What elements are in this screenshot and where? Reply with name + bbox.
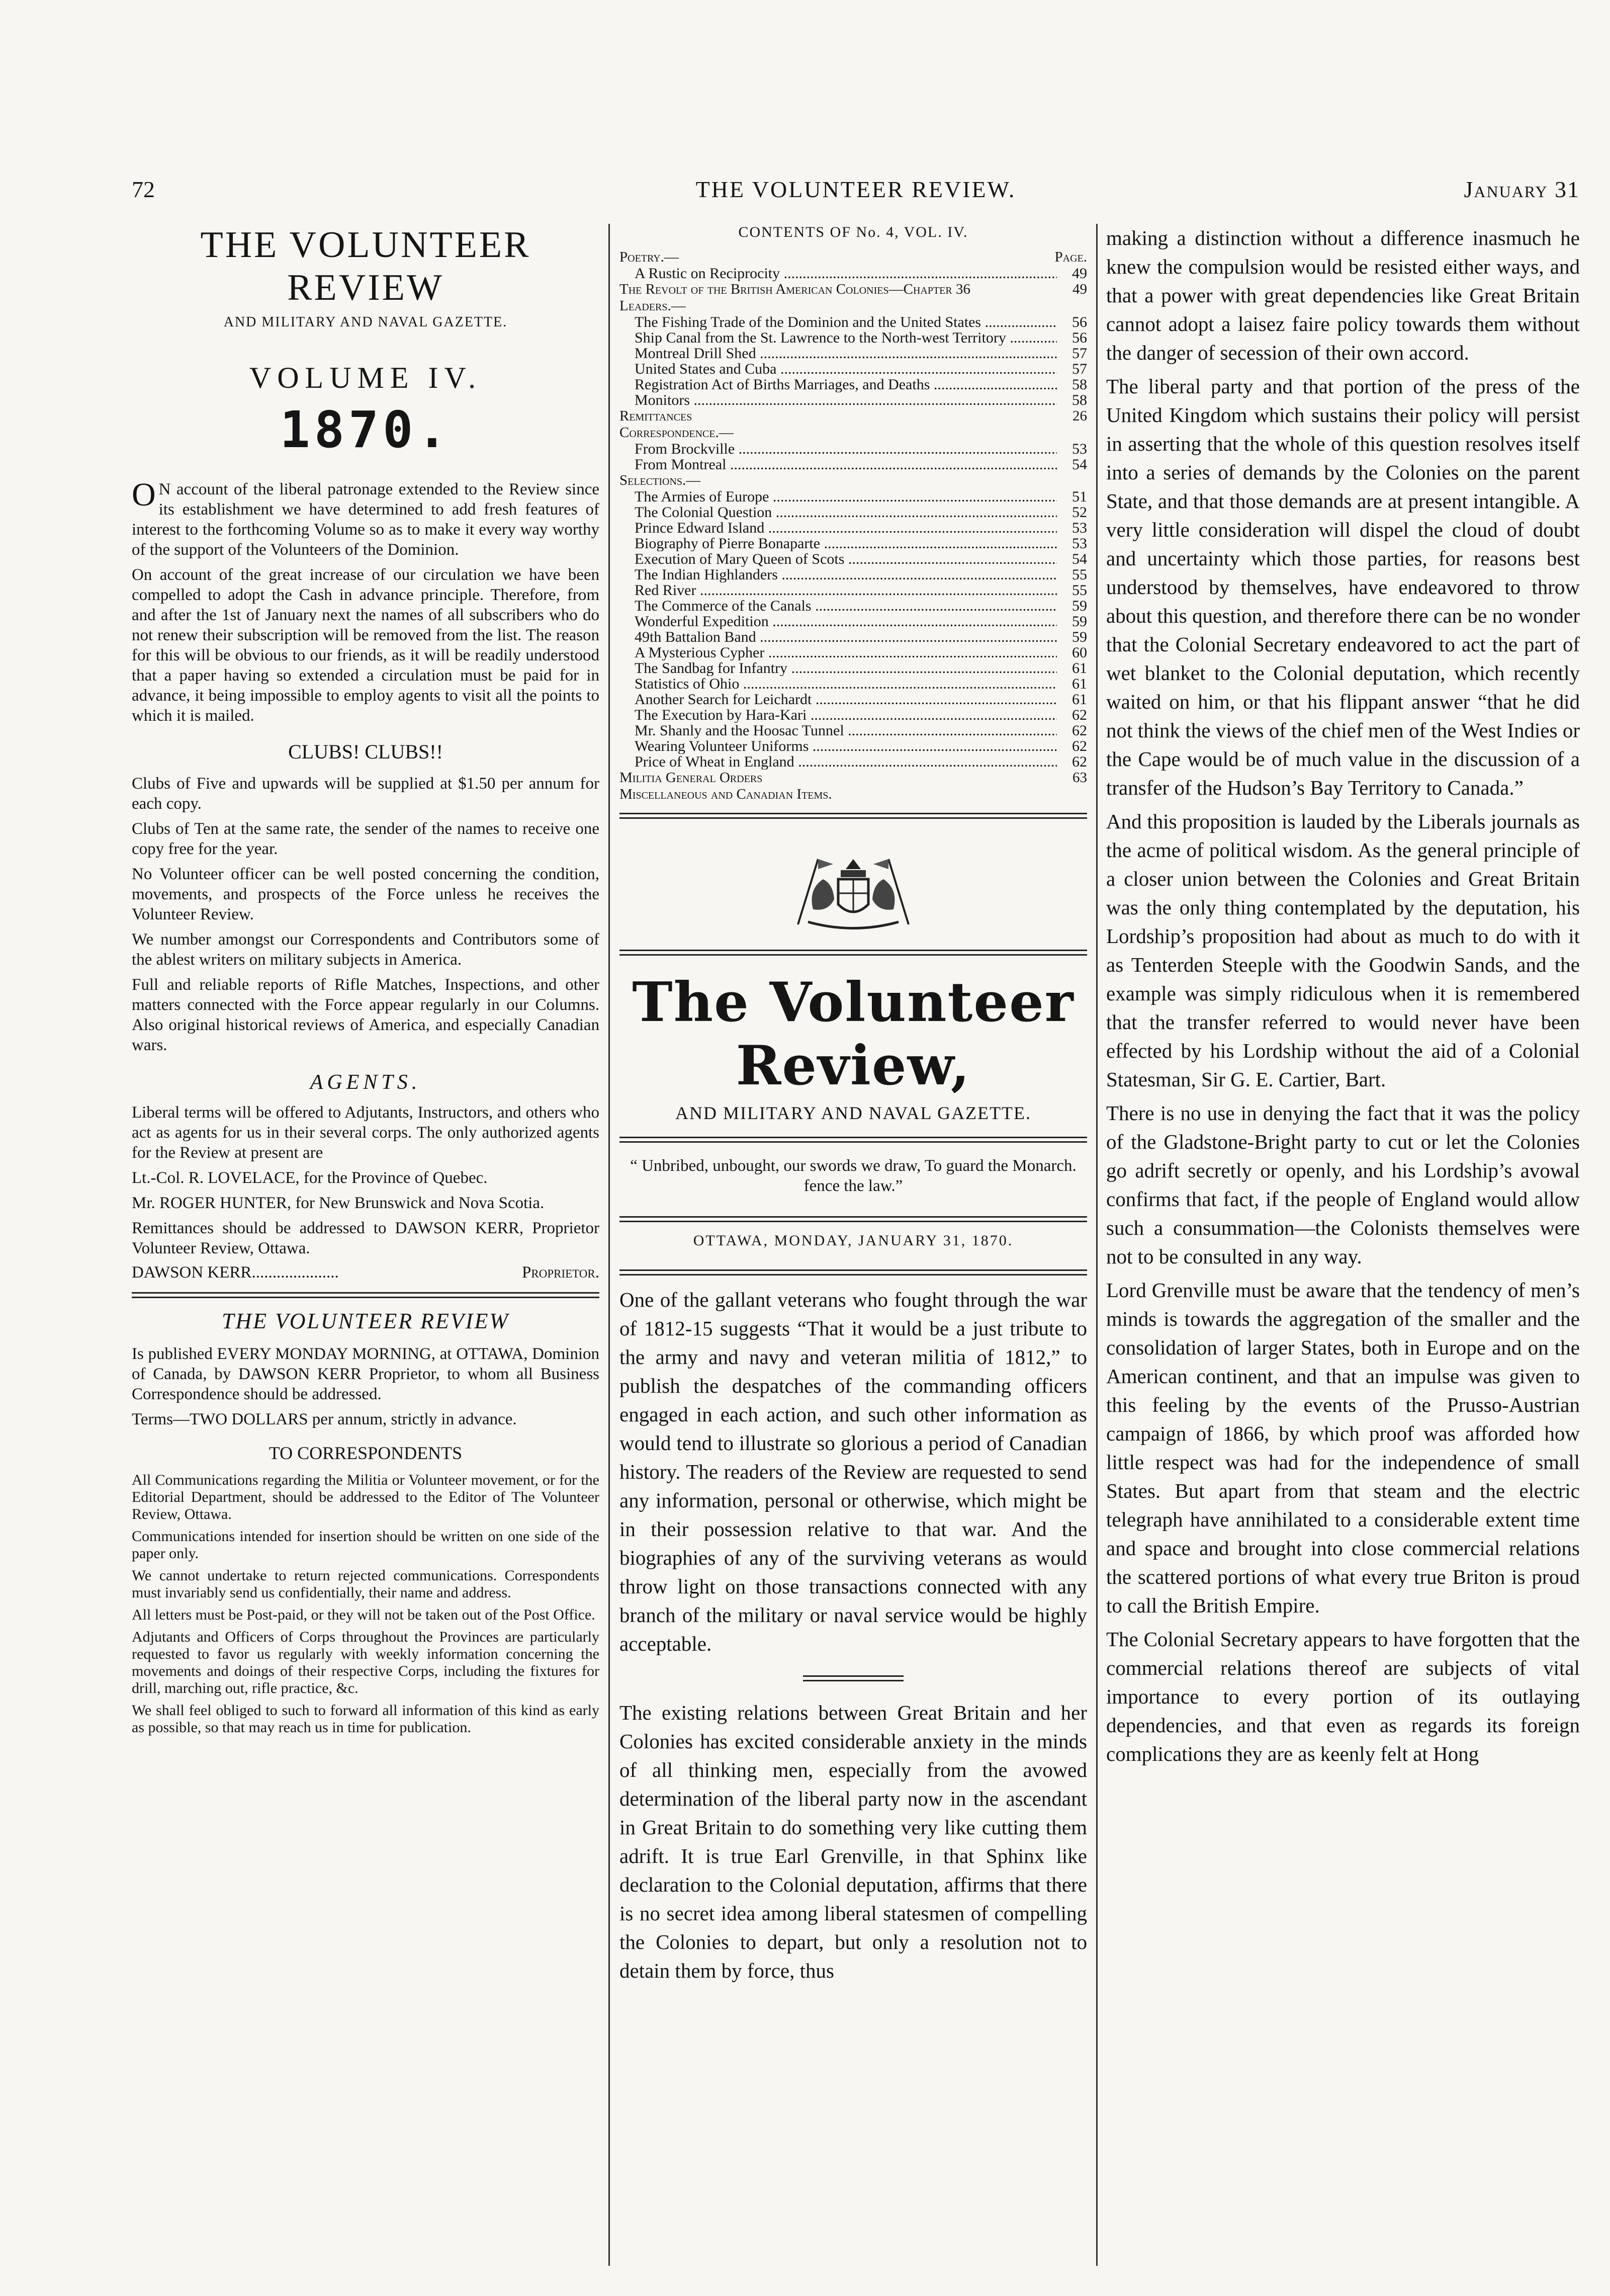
contents-section-title: Correspondence.—	[619, 424, 734, 441]
agents-heading: AGENTS.	[310, 1071, 421, 1094]
double-rule	[132, 1292, 599, 1298]
contents-entry-page: 56	[1072, 329, 1087, 346]
correspondents-note: Adjutants and Officers of Corps throughout the Provinces are particularly requested to favor us regularly with weekly information concerning the movements and doings of their respective Corps, including the fixtures for drill, marching out, rifle practice, &c.	[132, 1629, 599, 1696]
contents-entry-title: Prince Edward Island .....	[635, 520, 1057, 536]
contents-section-title: Leaders.—	[619, 298, 686, 314]
contents-entry-title: United States and Cuba .....	[635, 361, 1057, 377]
reports-paragraph: Full and reliable reports of Rifle Matches, Inspections, and other matters connected with the Force appear regularly in our Columns. Also original historical reviews of America, and especially Canadian wars.	[132, 976, 599, 1054]
correspondents-note: All letters must be Post-paid, or they will not be taken out of the Post Office.	[132, 1606, 595, 1623]
agents-terms: Liberal terms will be offered to Adjutants, Instructors, and others who act as agents for us in their several corps. The only authorized agents for the Review at present are	[132, 1103, 599, 1162]
officer-paragraph: No Volunteer officer can be well posted concerning the condition, movements, and prospects of the Force unless he receives the Volunteer Review.	[132, 865, 599, 923]
contents-entry-title: Statistics of Ohio .....	[635, 676, 1057, 692]
contents-entry	[619, 330, 1087, 346]
remittances-paragraph: Remittances should be addressed to DAWSON KERR, Proprietor Volunteer Review, Ottawa.	[132, 1219, 599, 1257]
running-title: THE VOLUNTEER REVIEW.	[695, 177, 1016, 202]
right-column	[1106, 224, 1580, 2276]
clubs-five: Clubs of Five and upwards will be supplied at $1.50 per annum for each copy.	[132, 775, 599, 813]
correspondents-notes	[132, 1472, 599, 1736]
editorial-subtitle: AND MILITARY AND NAVAL GAZETTE.	[675, 1103, 1032, 1123]
veterans-paragraph: One of the gallant veterans who fought through the war of 1812-15 suggests “That it would be a just tribute to the army and navy and veteran militia of 1812,” to publish the despatches of the commanding officers engaged in each action, and such other information as would tend to illustrate so glorious a period of Canadian history. The readers of the Review are requested to send any information, personal or otherwise, which might be in their possession relative to that war. And the biographies of any of the surviving veterans as would throw light on those transactions connected with any branch of the military or naval service would be highly acceptable.	[619, 1288, 1087, 1655]
contents-entry	[619, 536, 1087, 551]
intro-paragraph: ON account of the liberal patronage extended to the Review since its establishment we have determined to add fresh features of interest to the forthcoming Volume so as to make it every way worthy of the support of the Volunteers of the Dominion.	[132, 476, 599, 559]
article-paragraph: There is no use in denying the fact that it was the policy of the Gladstone-Bright party to cut or let the Colonies go adrift secretly or openly, and his Lordship’s avowal confirms that fact, if the people of England would allow such a consummation—the Colonists themselves were not to be consulted in any way.	[1106, 1101, 1580, 1268]
contents-entry	[619, 377, 1087, 392]
contents-entry-page: 62	[1072, 707, 1087, 723]
contents-entry	[619, 361, 1087, 377]
contents-entry-page: 59	[1072, 629, 1087, 645]
contents-section-title: The Revolt of the British American Colonies—Chapter 36	[619, 281, 970, 297]
contents-section	[619, 298, 1087, 314]
contents-entry-page: 58	[1072, 376, 1087, 393]
correspondents-note: We cannot undertake to return rejected communications. Correspondents must invariably send us confidentially, their name and address.	[132, 1567, 599, 1601]
double-rule	[619, 1269, 1087, 1275]
contents-section-title: Militia General Orders	[619, 770, 763, 786]
contents-entry-page: 57	[1072, 345, 1087, 362]
article-paragraph: making a distinction without a difference inasmuch he knew the compulsion would be resisted either ways, and that a power with great dependencies like Great Britain cannot adopt a laisez faire policy towards them without the danger of secession of their own accord.	[1106, 226, 1580, 364]
contents-entry-title: The Fishing Trade of the Dominion and the United States .....	[635, 314, 1057, 330]
contents-entry-page: 54	[1072, 551, 1087, 567]
contents-entry-title: 49th Battalion Band .....	[635, 629, 1057, 645]
column-rule	[1096, 224, 1098, 2266]
correspondents-note: All Communications regarding the Militia or Volunteer movement, or for the Editorial Department, should be addressed to the Editor of The Volunteer Review, Ottawa.	[132, 1472, 599, 1522]
contents-entry-title: The Indian Highlanders .....	[635, 567, 1057, 582]
contents-entry-page: 61	[1072, 660, 1087, 676]
contents-entry-title: Price of Wheat in England .....	[635, 754, 1057, 770]
agent-lovelace: Lt.-Col. R. LOVELACE, for the Province of Quebec.	[132, 1169, 488, 1187]
contents-entry-title: Biography of Pierre Bonaparte .....	[635, 536, 1057, 551]
contents-entry	[619, 582, 1087, 598]
contents-entry	[619, 676, 1087, 692]
contents-section-title: Selections.—	[619, 472, 701, 488]
terms-paragraph: Terms—TWO DOLLARS per annum, strictly in advance.	[132, 1410, 517, 1428]
contents-entry-page: 53	[1072, 520, 1087, 536]
contents-entry-title: Wearing Volunteer Uniforms .....	[635, 738, 1057, 754]
contents-entry-page: 58	[1072, 392, 1087, 408]
contents-entry	[619, 754, 1087, 770]
volume-year: 1870.	[280, 400, 452, 459]
masthead: THE VOLUNTEER REVIEW	[200, 224, 531, 308]
contents-entry-page: 62	[1072, 753, 1087, 770]
contents-entry	[619, 504, 1087, 520]
contents-entry-title: From Montreal .....	[635, 457, 1057, 472]
contents-entry	[619, 645, 1087, 660]
coat-of-arms-icon	[778, 849, 929, 934]
contents-entry	[619, 266, 1087, 281]
contents-entry	[619, 441, 1087, 457]
page-number: 72	[132, 177, 155, 202]
contents-section-title: Remittances	[619, 408, 692, 424]
contents-section	[619, 770, 1087, 786]
article-paragraph: The liberal party and that portion of the press of the United Kingdom which sustains their policy will persist in asserting that the whole of this question resolves itself into a series of demands by the Colonies on the parent State, and that those demands are at present intangible. A very little consideration will dispel the cloud of doubt and uncertainty which those parties, for reasons best understood by themselves, have endeavored to throw about this question, and therefore there can be no wonder that the Colonial Secretary endeavored to act the part of wet blanket to the Colonial deputation, which recently waited on him, or that his flippant answer “that he did not think the views of the chief men of the West Indies or the Cape would be of much value in the discussion of a transfer of the Hudson’s Bay Territory to Canada.”	[1106, 375, 1580, 799]
double-rule	[619, 1216, 1087, 1222]
circulation-paragraph: On account of the great increase of our circulation we have been compelled to adopt the Cash in advance principle. Therefore, from and after the 1st of January next the names of all subscribers who do not renew their subscription will be removed from the list. The reason for this will be obvious to our friends, as it will be readily understood that a paper having so extended a circulation must be paid for in advance, it being impossible to employ agents to visit all the points to which it is mailed.	[132, 566, 599, 725]
motto: “ Unbribed, unbought, our swords we draw, To guard the Monarch. fence the law.”	[630, 1157, 1077, 1195]
contents-entry	[619, 660, 1087, 676]
contents-entry-page: 60	[1072, 644, 1087, 661]
header-date: January 31	[1464, 177, 1580, 202]
contents-entry-page: 53	[1072, 535, 1087, 552]
section-rule	[803, 1675, 904, 1681]
contents-entry-title: Red River .....	[635, 582, 1057, 598]
contents-entry-title: Monitors .....	[635, 392, 1057, 408]
contents-entry	[619, 707, 1087, 723]
contents-entry-title: Mr. Shanly and the Hoosac Tunnel .....	[635, 723, 1057, 738]
contents-entry-page: 51	[1072, 488, 1087, 505]
contents-entry-page: 61	[1072, 691, 1087, 708]
contents-entry	[619, 692, 1087, 707]
contents-entry	[619, 489, 1087, 504]
correspondents-note: We shall feel obliged to such to forward all information of this kind as early as possible, so that may reach us in time for publication.	[132, 1702, 599, 1736]
article-paragraph: The Colonial Secretary appears to have forgotten that the commercial relations thereof are subjects of vital importance to every portion of its outlaying dependencies, and that even as regards its foreign complications they are as keenly felt at Hong	[1106, 1628, 1580, 1765]
correspondents-heading: TO CORRESPONDENTS	[269, 1443, 463, 1463]
contents-section	[619, 424, 1087, 441]
contents-entry-title: The Colonial Question .....	[635, 504, 1057, 520]
contributors-paragraph: We number amongst our Correspondents and Contributors some of the ablest writers on military subjects in America.	[132, 930, 599, 969]
editorial-masthead: The Volunteer Review,	[632, 971, 1075, 1097]
relations-paragraph: The existing relations between Great Britain and her Colonies has excited considerable anxiety in the minds of all thinking men, especially from the avowed determination of the liberal party now in the ascendant in Great Britain to do something very like cutting them adrift. It is true Earl Grenville, in that Sphinx like declaration to the Colonial deputation, affirms that there is no secret idea among liberal statesmen of compelling the Colonies to depart, but only a resolution not to detain them by force, thus	[619, 1701, 1087, 1982]
contents-entry-page: 62	[1072, 738, 1087, 754]
contents-entry-page: 59	[1072, 613, 1087, 630]
contents-entry-title: A Mysterious Cypher .....	[635, 645, 1057, 660]
contents-entry	[619, 567, 1087, 582]
contents-entry	[619, 738, 1087, 754]
contents-entry-page: 61	[1072, 675, 1087, 692]
contents-entry-title: Wonderful Expedition .....	[635, 614, 1057, 629]
clubs-ten: Clubs of Ten at the same rate, the sender of the names to receive one copy free for the year.	[132, 820, 599, 858]
contents-entry-page: 57	[1072, 361, 1087, 377]
contents-entry	[619, 346, 1087, 361]
double-rule	[619, 950, 1087, 956]
contents-page-number: 26	[1072, 408, 1087, 424]
contents-section	[619, 281, 1087, 298]
contents-section	[619, 249, 1087, 266]
contents-entry-page: 52	[1072, 504, 1087, 521]
contents-entry-page: 54	[1072, 456, 1087, 473]
contents-entry-title: From Brockville .....	[635, 441, 1057, 457]
proprietor-line	[132, 1263, 599, 1282]
contents-page-number: 63	[1072, 770, 1087, 786]
contents-section	[619, 472, 1087, 489]
contents-section	[619, 408, 1087, 424]
contents-entry-title: Registration Act of Births Marriages, and Deaths .....	[635, 377, 1057, 392]
double-rule	[619, 1137, 1087, 1143]
volume-label: VOLUME IV.	[249, 361, 482, 394]
contents-entry-page: 62	[1072, 722, 1087, 739]
contents-entry-page: 55	[1072, 566, 1087, 583]
contents-entry-title: Ship Canal from the St. Lawrence to the North-west Territory .....	[635, 330, 1057, 346]
double-rule	[619, 813, 1087, 819]
contents-entry-page: 49	[1072, 265, 1087, 282]
left-column	[132, 224, 599, 2276]
contents-page-label: Page.	[1054, 249, 1087, 265]
contents-entry-title: Execution of Mary Queen of Scots .....	[635, 551, 1057, 567]
contents-entry	[619, 629, 1087, 645]
contents-page-number: 49	[1072, 281, 1087, 297]
proprietor-title: Proprietor.	[522, 1263, 599, 1282]
contents-section	[619, 786, 1087, 803]
contents-entry-title: The Commerce of the Canals .....	[635, 598, 1057, 614]
contents-entry-page: 59	[1072, 598, 1087, 614]
contents-entry	[619, 392, 1087, 408]
contents-list	[619, 249, 1087, 803]
royal-arms-emblem	[619, 849, 1087, 934]
contents-entry	[619, 598, 1087, 614]
contents-entry-title: A Rustic on Reciprocity .....	[635, 266, 1057, 281]
article-paragraph: Lord Grenville must be aware that the tendency of men’s minds is towards the aggregation of the smaller and the consolidation of larger States, both in Europe and on the American continent, and that an impulse was given to this feeling by the events of the Prusso-Austrian campaign of 1866, by which proof was afforded how little respect was had for the independence of small States. But apart from that steam and the electric telegraph have annihilated to a considerable extent time and space and brought into close commercial relations the scattered portions of what every true Briton is proud to call the British Empire.	[1106, 1279, 1580, 1617]
contents-entry-title: Montreal Drill Shed .....	[635, 346, 1057, 361]
clubs-heading: CLUBS! CLUBS!!	[288, 740, 443, 763]
column-rule	[608, 224, 610, 2266]
contents-entry	[619, 457, 1087, 472]
masthead-subtitle: AND MILITARY AND NAVAL GAZETTE.	[223, 314, 508, 330]
dateline: OTTAWA, MONDAY, JANUARY 31, 1870.	[693, 1232, 1014, 1249]
correspondents-note: Communications intended for insertion should be written on one side of the paper only.	[132, 1528, 599, 1562]
contents-entry	[619, 723, 1087, 738]
contents-entry	[619, 614, 1087, 629]
page-header	[132, 176, 1580, 211]
contents-entry	[619, 551, 1087, 567]
contents-entry-title: The Sandbag for Infantry .....	[635, 660, 1057, 676]
contents-entry-title: The Armies of Europe .....	[635, 489, 1057, 504]
contents-entry-page: 53	[1072, 441, 1087, 457]
published-paragraph: Is published EVERY MONDAY MORNING, at OTTAWA, Dominion of Canada, by DAWSON KERR Proprietor, to whom all Business Correspondence should be addressed.	[132, 1345, 599, 1403]
proprietor-name: DAWSON KERR.....................	[132, 1263, 339, 1282]
contents-section-title: Poetry.—	[619, 249, 679, 265]
contents-entry-page: 55	[1072, 582, 1087, 599]
contents-entry-page: 56	[1072, 314, 1087, 330]
agent-hunter: Mr. ROGER HUNTER, for New Brunswick and Nova Scotia.	[132, 1194, 545, 1212]
contents-entry-title: The Execution by Hara-Kari .....	[635, 707, 1057, 723]
contents-entry	[619, 520, 1087, 536]
contents-section-title: Miscellaneous and Canadian Items.	[619, 786, 832, 802]
article-paragraph: And this proposition is lauded by the Liberals journals as the acme of political wisdom. As the general principle of a closer union between the Colonies and Great Britain was the only thing contemplated by the deputation, his Lordship’s proposition had about as much to do with it as Tenterden Steeple with the Goodwin Sands, and the example was simply ridiculous when it is remembered that the transfer referred to would never have been effected by his Lordship without the aid of a Colonial Statesman, Sir G. E. Cartier, Bart.	[1106, 810, 1580, 1091]
contents-entry-title: Another Search for Leichardt .....	[635, 692, 1057, 707]
publication-heading: THE VOLUNTEER REVIEW	[222, 1309, 509, 1333]
contents-heading: CONTENTS OF No. 4, VOL. IV.	[738, 224, 968, 240]
middle-column	[619, 224, 1087, 2276]
contents-entry	[619, 314, 1087, 330]
